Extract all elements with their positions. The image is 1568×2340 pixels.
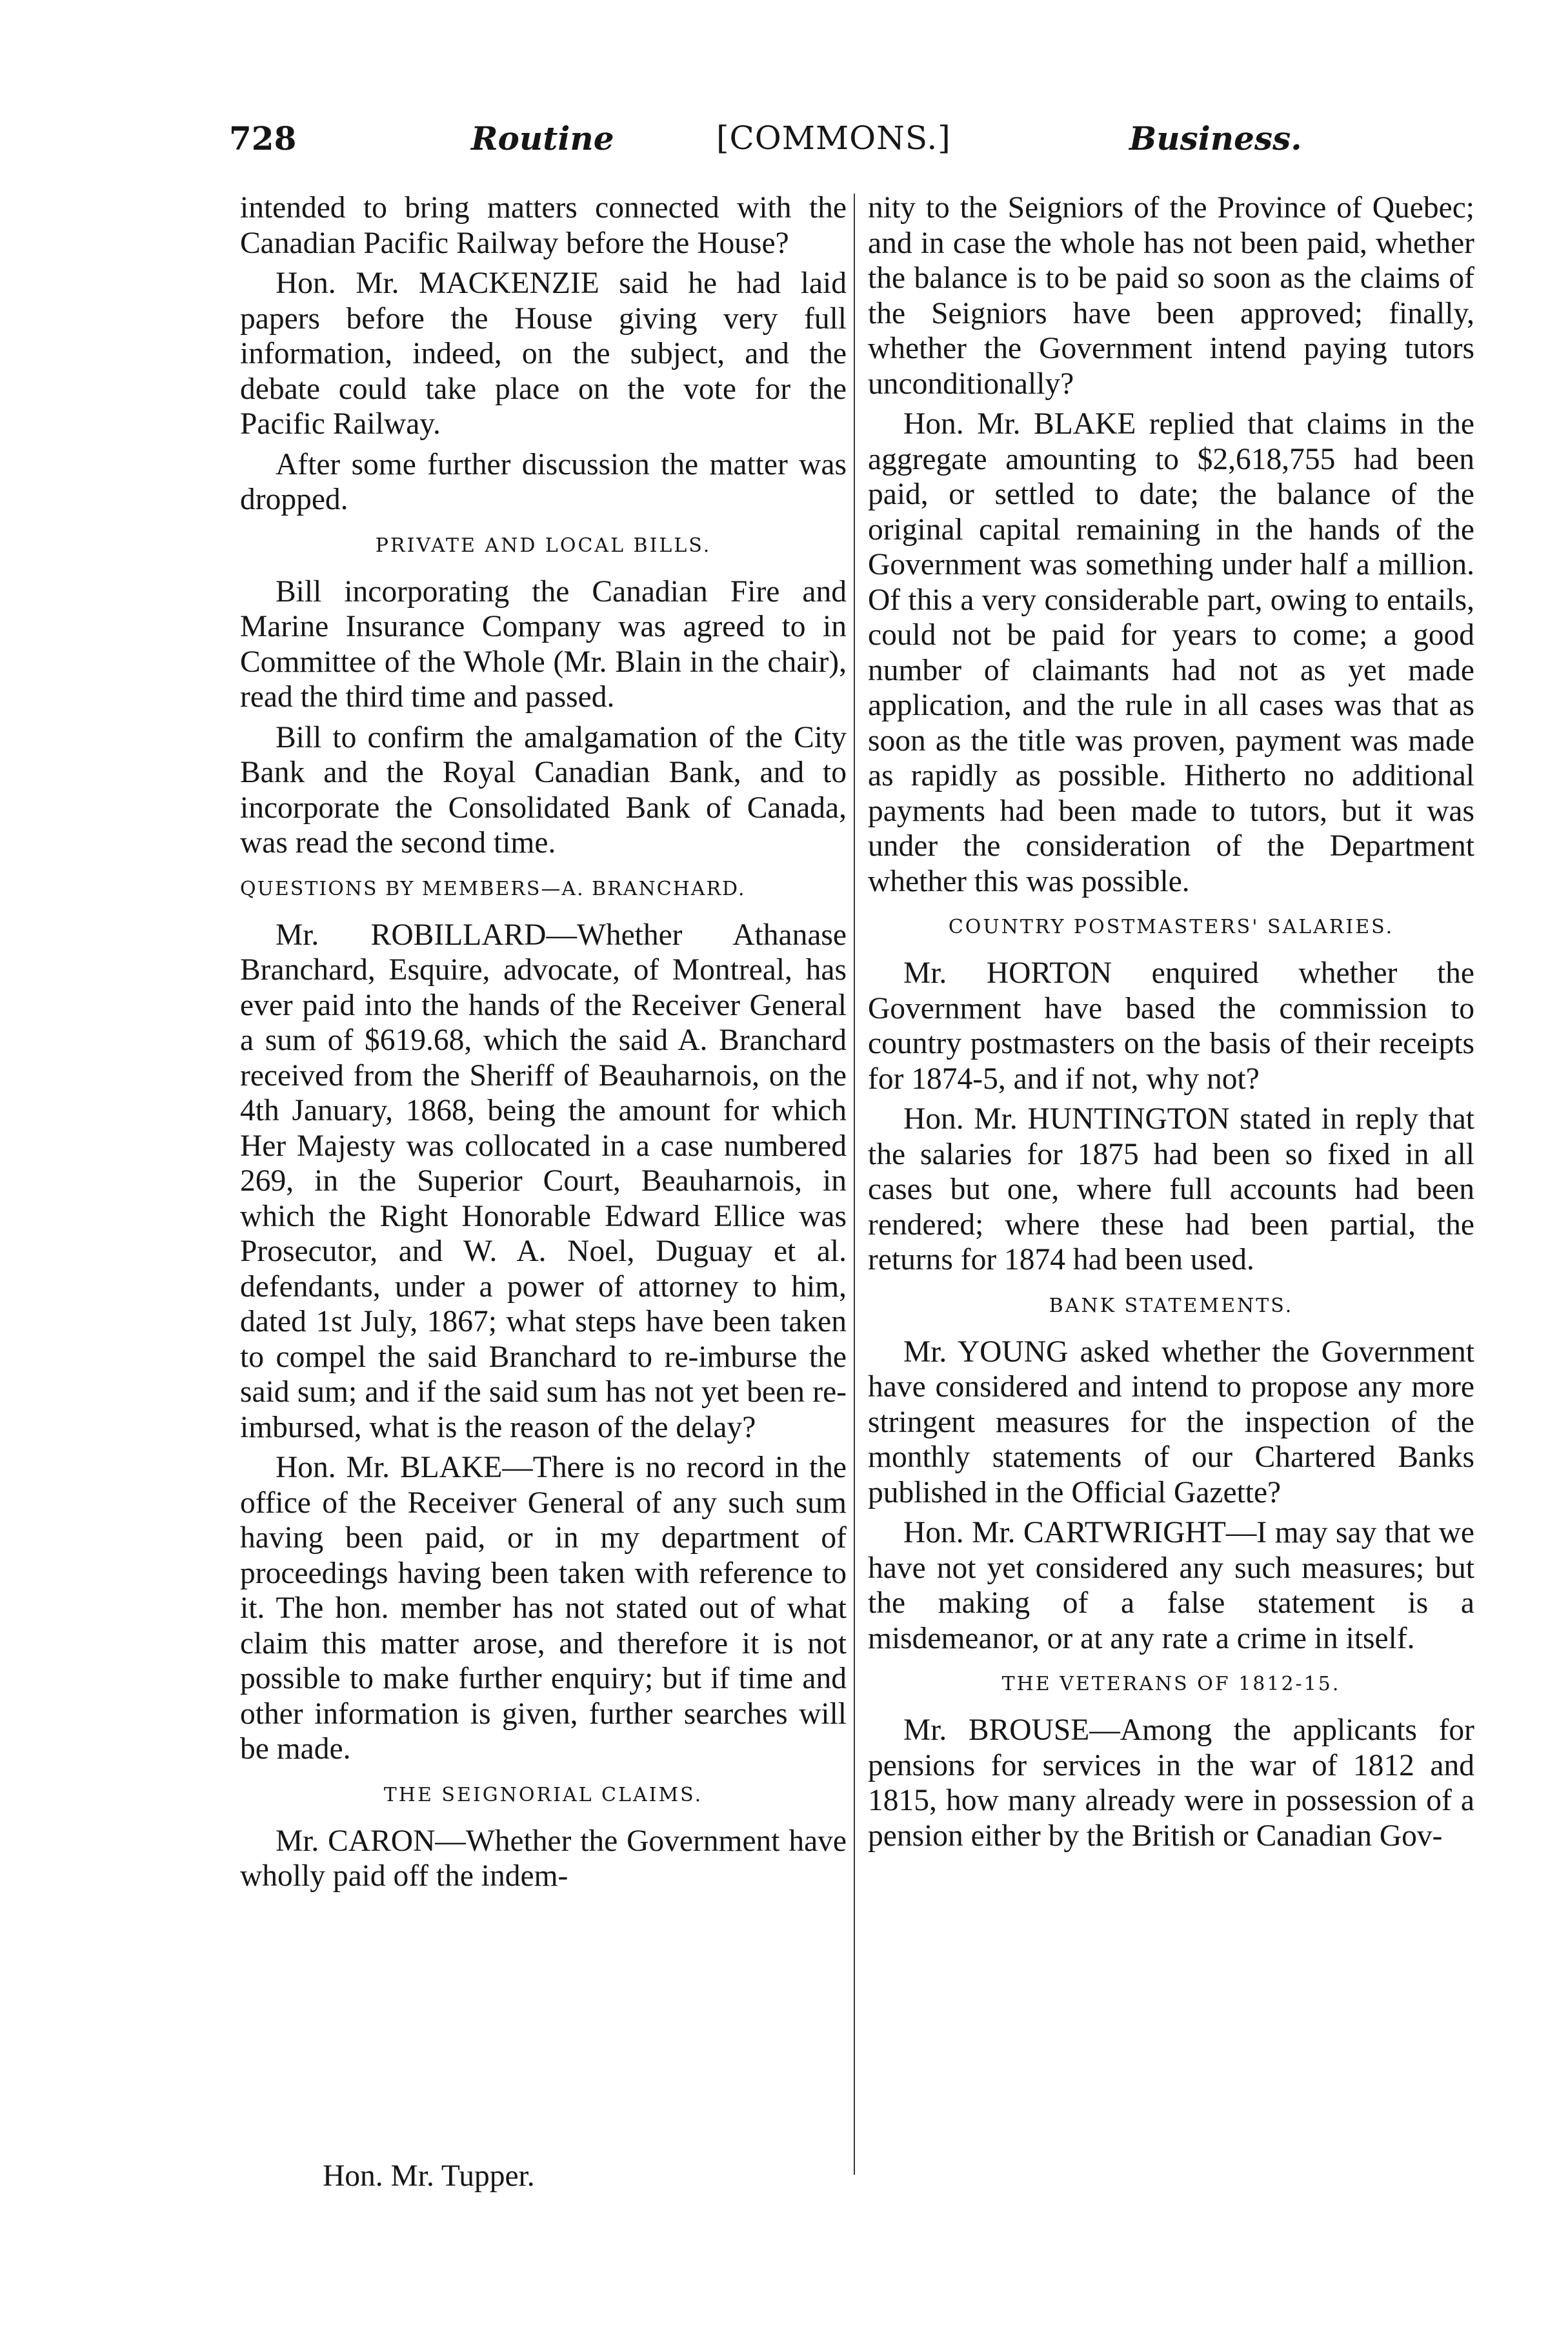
header-center-title: [COMMONS.] xyxy=(716,119,951,157)
paragraph: Mr. YOUNG asked whether the Government have considered and intend to propose any more stringent measures for the inspection of the monthly statements of our Chartered Banks published in the Official Gazette? xyxy=(868,1335,1474,1509)
paragraph: Bill to confirm the amalgamation of the City Bank and the Royal Canadian Bank, and to incorporate the Consolidated Bank of Canada, was read the second time. xyxy=(240,720,847,860)
page-number: 728 xyxy=(229,119,297,157)
section-heading-bank-statements: BANK STATEMENTS. xyxy=(1049,1294,1294,1317)
paragraph: nity to the Seigniors of the Province of Quebec; and in case the whole has not been paid, whether the balance is to be paid so soon as the claims of the Seigniors have been approved; finally, whether the Government intend paying tutors unconditionally? xyxy=(868,191,1474,401)
paragraph: Mr. BROUSE—Among the applicants for pensions for services in the war of 1812 and 1815, how many already were in possession of a pension either by the British or Canadian Gov- xyxy=(868,1713,1474,1853)
left-column xyxy=(240,190,847,1894)
header-right-title: Business. xyxy=(1129,119,1302,157)
paragraph: Hon. Mr. BLAKE replied that claims in the aggregate amounting to $2,618,755 had been paid, or settled to date; the balance of the original capital remaining in the hands of the Government was something under half a million. Of this a very considerable part, owing to entails, could not be paid for years to come; a good number of claimants had not as yet made application, and the rule in all cases was that as soon as the title was proven, payment was made as rapidly as possible. Hitherto no additional payments had been made to tutors, but it was under the consideration of the Department whether this was possible. xyxy=(868,407,1474,898)
paragraph: Mr. ROBILLARD—Whether Athanase Branchard, Esquire, advocate, of Montreal, has ever paid into the hands of the Receiver General a sum of $619.68, which the said A. Branchard received from the Sheriff of Beauharnois, on the 4th January, 1868, being the amount for which Her Majesty was collocated in a case numbered 269, in the Superior Court, Beauharnois, in which the Right Honorable Edward Ellice was Prosecutor, and W. A. Noel, Duguay et al. defendants, under a power of attorney to him, dated 1st July, 1867; what steps have been taken to compel the said Branchard to re-imburse the said sum; and if the said sum has not yet been re-imbursed, what is the reason of the delay? xyxy=(240,918,847,1444)
paragraph: Hon. Mr. BLAKE—There is no record in the office of the Receiver General of any such sum having been paid, or in my department of proceedings having been taken with reference to it. The hon. member has not stated out of what claim this matter arose, and therefore it is not possible to make further enquiry; but if time and other information is given, further searches will be made. xyxy=(240,1451,847,1766)
paragraph: intended to bring matters connected with the Canadian Pacific Railway before the House? xyxy=(240,191,847,260)
footer-speaker: Hon. Mr. Tupper. xyxy=(323,2159,535,2193)
paragraph: Bill incorporating the Canadian Fire and Marine Insurance Company was agreed to in Committee of the Whole (Mr. Blain in the chair), read the third time and passed. xyxy=(240,574,847,714)
paragraph: Mr. HORTON enquired whether the Government have based the commission to country postmasters on the basis of their receipts for 1874-5, and if not, why not? xyxy=(868,956,1474,1096)
paragraph: Mr. CARON—Whether the Government have wholly paid off the indem- xyxy=(240,1824,847,1893)
right-column xyxy=(868,190,1474,1853)
section-heading-private-bills: PRIVATE AND LOCAL BILLS. xyxy=(375,534,712,557)
column-divider xyxy=(854,194,855,2175)
paragraph: Hon. Mr. MACKENZIE said he had laid papers before the House giving very full information, indeed, on the subject, and the debate could take place on the vote for the Pacific Railway. xyxy=(240,267,847,441)
section-heading-seignorial: THE SEIGNORIAL CLAIMS. xyxy=(383,1783,703,1806)
header-left-title: Routine xyxy=(471,119,614,157)
running-header xyxy=(229,119,1302,165)
section-heading-questions: QUESTIONS BY MEMBERS—A. BRANCHARD. xyxy=(240,877,746,900)
speaker-footer xyxy=(323,2159,535,2194)
paragraph: Hon. Mr. HUNTINGTON stated in reply that the salaries for 1875 had been so fixed in all cases but one, where full accounts had been rendered; where these had been partial, the returns for 1874 had been used. xyxy=(868,1102,1474,1276)
paragraph: Hon. Mr. CARTWRIGHT—I may say that we have not yet considered any such measures; but the making of a false statement is a misdemeanor, or at any rate a crime in itself. xyxy=(868,1516,1474,1655)
paragraph: After some further discussion the matter was dropped. xyxy=(240,447,847,516)
section-heading-postmasters: COUNTRY POSTMASTERS' SALARIES. xyxy=(948,916,1394,938)
section-heading-veterans: THE VETERANS OF 1812-15. xyxy=(1001,1673,1341,1695)
